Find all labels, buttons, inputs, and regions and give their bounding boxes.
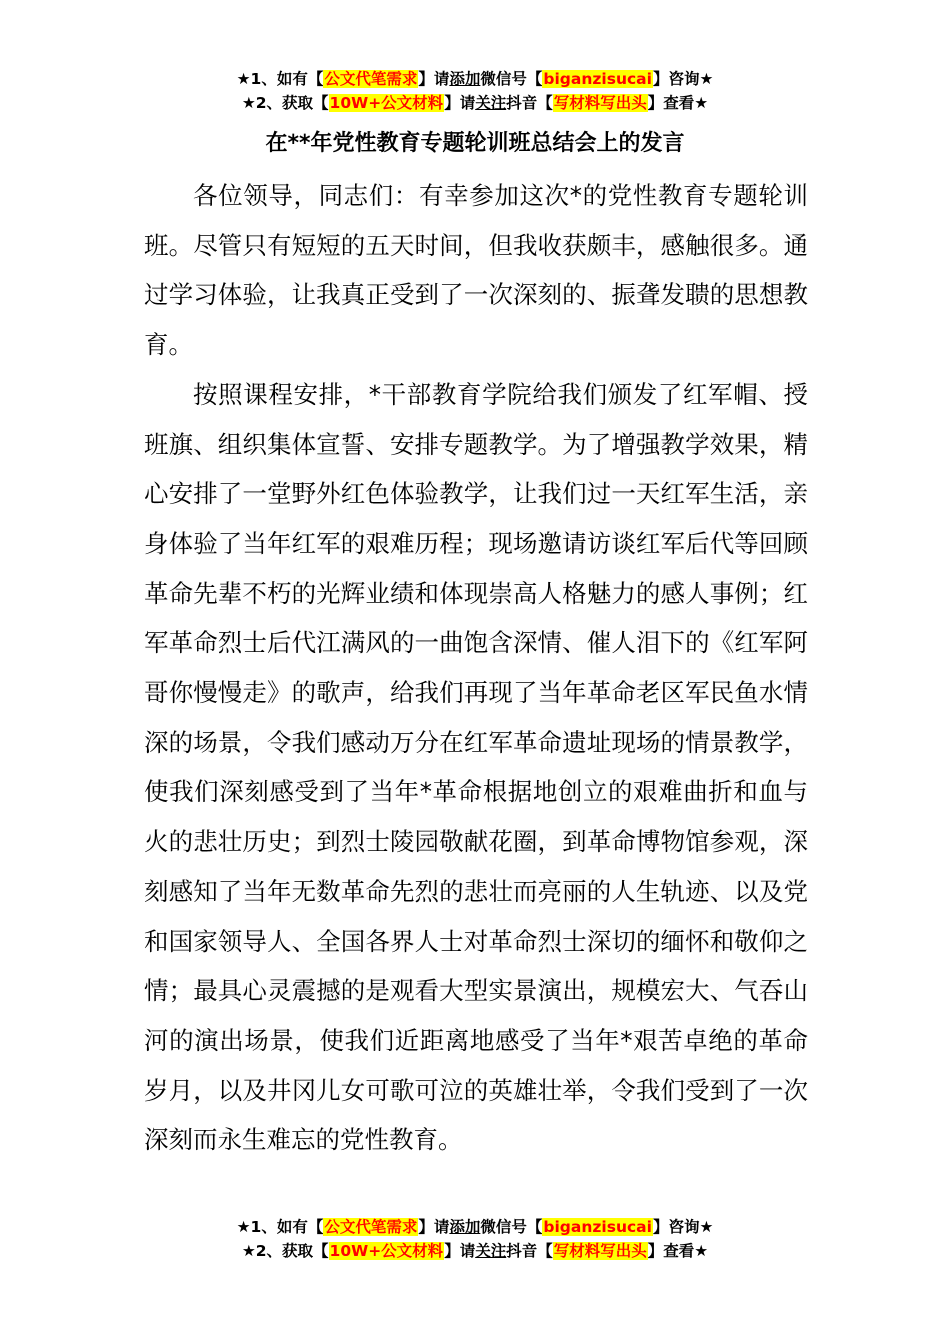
document-title: 在**年党性教育专题轮训班总结会上的发言 [265, 131, 685, 156]
promo-text: 】请 [444, 94, 476, 112]
promo-text: 微信号【 [480, 70, 543, 88]
promo-underlined: 关注 [475, 1242, 507, 1260]
promo-line-1 [0, 1216, 950, 1240]
promo-highlight: biganzisucai [543, 70, 652, 88]
promo-underlined: 添加 [449, 1218, 481, 1236]
promo-highlight: biganzisucai [543, 1218, 652, 1236]
promo-text: 】请 [418, 1218, 450, 1236]
promo-underlined: 添加 [449, 70, 481, 88]
promo-line-2 [0, 92, 950, 116]
promo-highlight: 公文代笔需求 [324, 70, 418, 88]
promo-text: 抖音【 [506, 1242, 553, 1260]
promo-text: ★2、获取【 [241, 94, 329, 112]
promo-text: ★1、如有【 [236, 70, 324, 88]
promo-text: ★2、获取【 [241, 1242, 329, 1260]
promo-text: 】请 [418, 70, 450, 88]
promo-line-2 [0, 1240, 950, 1264]
promo-text: 抖音【 [506, 94, 553, 112]
promo-highlight: 写材料写出头 [553, 94, 647, 112]
promo-text: 】咨询★ [652, 70, 714, 88]
promo-highlight: 10W+公文材料 [329, 1242, 444, 1260]
promo-text: 】请 [444, 1242, 476, 1260]
promo-highlight: 公文代笔需求 [324, 1218, 418, 1236]
promo-text: 】咨询★ [652, 1218, 714, 1236]
document-body [144, 171, 808, 1165]
promo-text: 】查看★ [647, 1242, 709, 1260]
paragraph: 按照课程安排，*干部教育学院给我们颁发了红军帽、授班旗、组织集体宣誓、安排专题教学。为了增强教学效果，精心安排了一堂野外红色体验教学，让我们过一天红军生活，亲身体验了当年红军的艰难历程；现场邀请访谈红军后代等回顾革命先辈不朽的光辉业绩和体现崇高人格魅力的感人事例；红军革命烈士后代江满风的一曲饱含深情、催人泪下的《红军阿哥你慢慢走》的歌声，给我们再现了当年革命老区军民鱼水情深的场景，令我们感动万分在红军革命遗址现场的情景教学，使我们深刻感受到了当年*革命根据地创立的艰难曲折和血与火的悲壮历史；到烈士陵园敬献花圈，到革命博物馆参观，深刻感知了当年无数革命先烈的悲壮而亮丽的人生轨迹、以及党和国家领导人、全国各界人士对革命烈士深切的缅怀和敬仰之情；最具心灵震撼的是观看大型实景演出，规模宏大、气吞山河的演出场景，使我们近距离地感受了当年*艰苦卓绝的革命岁月，以及井冈儿女可歌可泣的英雄壮举，令我们受到了一次深刻而永生难忘的党性教育。 [144, 379, 808, 1155]
header-promo [0, 68, 950, 116]
promo-underlined: 关注 [475, 94, 507, 112]
paragraph: 各位领导，同志们：有幸参加这次*的党性教育专题轮训班。尽管只有短短的五天时间，但我收获颇丰，感触很多。通过学习体验，让我真正受到了一次深刻的、振聋发聩的思想教育。 [144, 181, 808, 360]
promo-text: 】查看★ [647, 94, 709, 112]
promo-highlight: 10W+公文材料 [329, 94, 444, 112]
promo-text: 微信号【 [480, 1218, 543, 1236]
promo-line-1 [0, 68, 950, 92]
footer-promo [0, 1216, 950, 1264]
promo-highlight: 写材料写出头 [553, 1242, 647, 1260]
promo-text: ★1、如有【 [236, 1218, 324, 1236]
